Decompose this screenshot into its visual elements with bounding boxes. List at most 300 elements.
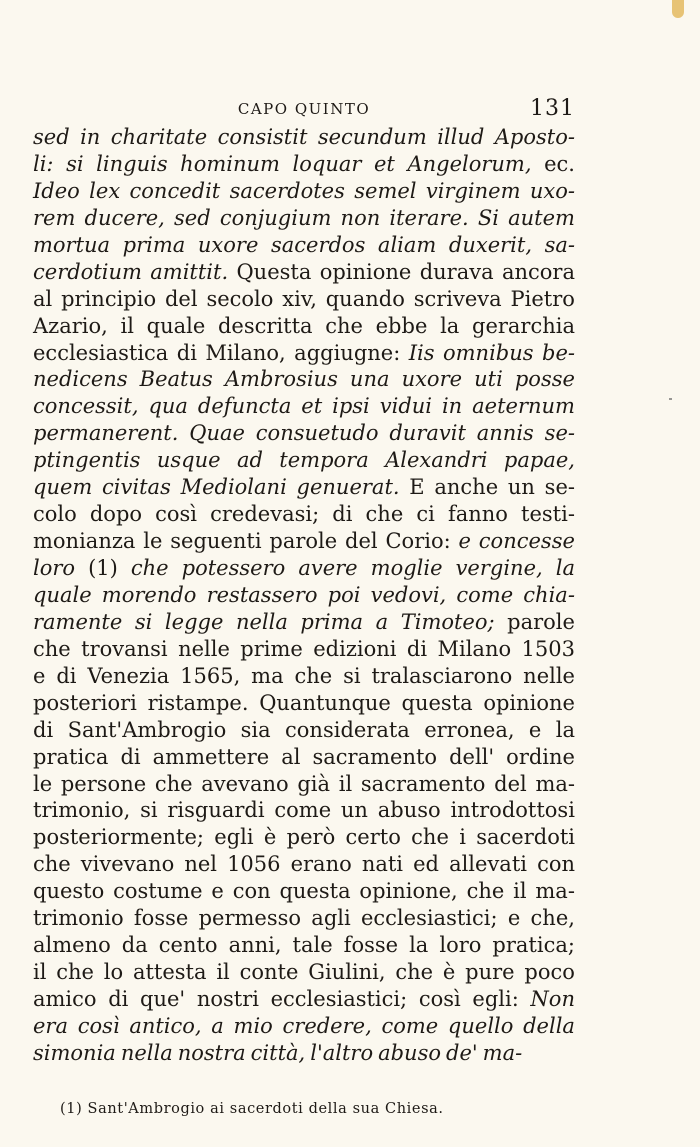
text-word: il — [338, 771, 353, 796]
text-word: di — [56, 663, 77, 688]
text-line — [33, 582, 575, 609]
text-word: avere — [298, 556, 358, 580]
text-word: ecclesiastica — [33, 340, 169, 365]
text-word: concesse — [478, 529, 575, 554]
page-speck — [669, 398, 672, 400]
text-word: parole — [507, 609, 575, 634]
text-word: che — [130, 556, 169, 580]
text-word: lo — [103, 960, 124, 985]
text-line — [33, 771, 575, 798]
text-word: ec. — [544, 151, 575, 176]
text-line — [33, 366, 575, 393]
text-word: che — [294, 663, 333, 688]
text-word: al — [33, 286, 53, 311]
text-word: Pietro — [510, 286, 575, 311]
text-word: iterare. — [389, 205, 469, 230]
text-line — [33, 851, 575, 878]
text-line — [33, 501, 575, 528]
text-word: fanno — [447, 502, 508, 527]
text-word: di — [120, 744, 141, 769]
text-word: le — [143, 529, 163, 554]
text-word: dell' — [449, 744, 495, 769]
text-line — [33, 205, 575, 232]
text-word: ed — [413, 852, 439, 877]
text-word: a — [375, 609, 389, 634]
text-word: prima — [300, 609, 364, 634]
text-word: prima — [122, 232, 186, 257]
text-word: virginem — [425, 178, 521, 203]
text-line — [33, 609, 575, 636]
text-word: questo — [33, 879, 105, 904]
text-word: mortua — [33, 232, 111, 257]
text-word: loquar — [292, 151, 362, 176]
text-word: concessit, — [33, 394, 139, 419]
text-word: un — [507, 475, 535, 500]
text-word: ordine — [506, 744, 575, 769]
text-word: che — [56, 960, 94, 985]
text-line — [33, 151, 575, 178]
text-word: descritta — [217, 313, 313, 338]
text-word: qua — [148, 394, 188, 419]
text-word: vivevano — [80, 852, 175, 877]
text-word: autem — [508, 205, 575, 230]
text-word: uti — [474, 367, 503, 392]
text-word: vedovi, — [370, 582, 447, 607]
text-word: linguis — [96, 151, 168, 176]
text-word: colo — [33, 502, 77, 527]
text-word: uxo- — [529, 178, 575, 203]
text-word: Quae — [189, 421, 245, 446]
text-word: moglie — [370, 556, 443, 580]
text-word: sa- — [544, 232, 575, 257]
text-line — [33, 340, 575, 367]
text-word: Milano, — [205, 340, 286, 365]
text-word: così — [418, 987, 461, 1011]
text-word: vidui — [379, 394, 432, 419]
text-word: questa — [401, 690, 473, 715]
text-word: sacerdotes — [229, 178, 345, 203]
text-word: concedit — [129, 178, 221, 203]
text-word: permanerent. — [33, 421, 179, 446]
text-word: Sant'Ambrogio — [67, 717, 227, 742]
text-word: nostri — [196, 987, 259, 1011]
text-word: quando — [325, 286, 405, 311]
text-word: con — [537, 852, 575, 877]
text-word: Ideo — [33, 178, 80, 203]
text-word: aggiugne: — [294, 340, 401, 365]
text-word: il — [513, 879, 527, 904]
text-word: scriveva — [413, 286, 502, 311]
text-word: potessero — [181, 556, 286, 580]
text-line — [33, 232, 575, 259]
text-line — [33, 124, 575, 151]
text-word: et — [301, 394, 323, 419]
text-word: annis — [476, 421, 534, 446]
text-word: amittit. — [150, 259, 229, 284]
text-word: egli: — [472, 987, 519, 1011]
text-word: al — [281, 744, 301, 769]
text-word: consuetudo — [255, 421, 379, 446]
text-word: de' — [446, 1040, 478, 1065]
text-word: duxerit, — [448, 232, 532, 257]
text-word: rem — [33, 205, 76, 230]
text-word: abuso — [377, 798, 441, 823]
text-word: in — [80, 125, 101, 149]
text-word: duravit — [389, 421, 466, 446]
text-word: cerdotium — [33, 259, 142, 284]
text-word: parole — [269, 529, 338, 554]
text-word: credere, — [282, 1013, 372, 1038]
text-word: pratica; — [492, 933, 575, 958]
text-line — [33, 528, 575, 555]
text-line — [33, 474, 575, 501]
text-word: non — [340, 205, 381, 230]
text-word: civitas — [102, 475, 171, 500]
text-word: uxore — [401, 367, 463, 392]
text-word: le — [33, 771, 53, 796]
text-word: e — [507, 906, 521, 931]
text-line — [33, 905, 575, 932]
text-word: sed — [33, 125, 70, 149]
text-word: abuso — [378, 1040, 442, 1065]
text-line — [33, 313, 575, 340]
text-line — [33, 878, 575, 905]
text-word: be- — [542, 340, 575, 365]
text-word: ma- — [535, 771, 575, 796]
text-line — [33, 797, 575, 824]
text-word: posteriormente; — [33, 825, 204, 850]
text-word: persone — [60, 771, 147, 796]
text-word: nostra — [177, 1040, 246, 1065]
text-line — [33, 1040, 575, 1067]
text-word: gerarchia — [472, 313, 575, 338]
text-word: 1503 — [521, 636, 575, 661]
text-word: un — [340, 798, 368, 823]
text-word: pratica — [33, 744, 109, 769]
text-word: però — [286, 825, 336, 850]
text-word: Si — [477, 205, 499, 230]
text-word: poi — [327, 582, 361, 607]
text-word: opinione — [319, 259, 412, 284]
text-word: sacerdoti — [476, 825, 575, 850]
text-word: posteriori — [33, 690, 137, 715]
text-word: è — [442, 960, 456, 985]
text-word: ecclesiastici; — [270, 987, 408, 1011]
text-word: che — [33, 636, 71, 661]
text-line — [33, 178, 575, 205]
text-word: ristampe. — [147, 690, 249, 715]
text-word: edizioni — [313, 636, 397, 661]
text-word: loro — [33, 556, 76, 580]
text-word: di — [33, 717, 54, 742]
text-word: Questa — [236, 259, 312, 284]
text-line — [33, 420, 575, 447]
text-word: da — [121, 933, 148, 958]
text-word: anche — [434, 475, 499, 500]
text-word: E — [409, 475, 425, 500]
text-word: egli — [214, 825, 254, 850]
text-word: la — [409, 933, 429, 958]
text-word: si — [134, 609, 153, 634]
text-word: nel — [184, 852, 217, 877]
text-word: la — [440, 313, 460, 338]
text-word: Aposto- — [494, 125, 575, 149]
page-number: 131 — [530, 96, 575, 121]
text-word: fosse — [133, 906, 189, 931]
text-line — [33, 744, 575, 771]
text-word: conte — [239, 960, 299, 985]
text-line — [33, 932, 575, 959]
text-line — [33, 986, 575, 1013]
text-word: erronea, — [424, 717, 515, 742]
text-word: charitate — [110, 125, 208, 149]
text-word: 1056 — [227, 852, 281, 877]
text-word: li: — [33, 151, 54, 176]
text-word: se- — [544, 475, 575, 500]
text-word: quello — [447, 1013, 514, 1038]
text-word: del — [345, 529, 378, 554]
text-word: di — [176, 340, 197, 365]
text-word: e — [528, 717, 542, 742]
text-word: nedicens — [33, 367, 128, 392]
text-word: che — [411, 825, 449, 850]
text-word: opinione — [483, 690, 575, 715]
text-word: Quantunque — [259, 690, 391, 715]
text-word: dopo — [89, 502, 143, 527]
text-word: uxore — [197, 232, 259, 257]
text-word: di — [406, 636, 428, 661]
text-word: ma — [251, 663, 284, 688]
text-line — [33, 555, 575, 582]
text-word: ancora — [501, 259, 575, 284]
text-word: nella — [235, 609, 288, 634]
text-word: quem — [33, 475, 93, 500]
text-word: certo — [345, 825, 401, 850]
text-word: credevasi; — [210, 502, 320, 527]
text-word: papae, — [503, 448, 575, 473]
text-line — [33, 259, 575, 286]
text-word: introdottosi — [450, 798, 575, 823]
footnote: (1) Sant'Ambrogio ai sacerdoti della sua Chiesa. — [60, 1101, 444, 1117]
text-word: poco — [524, 960, 575, 985]
text-word: del — [494, 771, 527, 796]
text-word: ma- — [535, 879, 575, 904]
text-word: mio — [233, 1013, 273, 1038]
text-word: si — [66, 151, 84, 176]
text-word: il — [216, 960, 230, 985]
text-word: e — [33, 663, 46, 688]
text-word: è — [263, 825, 277, 850]
text-word: ptingentis — [33, 448, 141, 473]
text-word: questa — [279, 879, 351, 904]
text-word: ammettere — [152, 744, 270, 769]
text-line — [33, 1013, 575, 1040]
text-line — [33, 717, 575, 744]
text-word: sacramento — [360, 771, 486, 796]
text-word: anni, — [228, 933, 282, 958]
text-word: con — [232, 879, 271, 904]
text-word: tale — [292, 933, 333, 958]
text-word: che, — [530, 906, 575, 931]
text-word: monianza — [33, 529, 136, 554]
text-word: si — [140, 798, 158, 823]
text-word: usque — [156, 448, 221, 473]
text-word: ma- — [482, 1040, 523, 1065]
text-word: simonia — [33, 1040, 116, 1065]
text-word: costume — [113, 879, 203, 904]
text-word: che — [154, 771, 193, 796]
text-word: nella — [120, 1040, 173, 1065]
text-word: come — [456, 582, 514, 607]
text-word: Ambrosius — [224, 367, 338, 392]
text-word: pure — [465, 960, 515, 985]
body-text — [33, 124, 575, 1067]
text-word: il — [33, 960, 47, 985]
text-word: e — [458, 529, 471, 554]
text-word: seguenti — [170, 529, 262, 554]
text-word: Milano — [437, 636, 512, 661]
text-word: come — [274, 798, 332, 823]
text-word: vergine, — [455, 556, 543, 580]
text-word: secolo — [206, 286, 274, 311]
text-word: se- — [544, 421, 575, 446]
text-word: sacerdos — [270, 232, 366, 257]
text-word: risguardi — [167, 798, 265, 823]
text-word: era — [33, 1013, 68, 1038]
text-word: conjugium — [219, 205, 332, 230]
text-word: a — [211, 1013, 224, 1038]
text-word: morendo — [101, 582, 197, 607]
text-word: chia- — [523, 582, 575, 607]
text-line — [33, 824, 575, 851]
text-word: permesso — [198, 906, 302, 931]
text-word: quale — [33, 582, 92, 607]
text-word: attesta — [132, 960, 207, 985]
text-word: lex — [89, 178, 121, 203]
text-word: Iis — [408, 340, 435, 365]
text-word: come — [381, 1013, 439, 1038]
text-word: i — [459, 825, 466, 850]
text-word: Giulini, — [308, 960, 386, 985]
text-word: semel — [354, 178, 417, 203]
text-word: omnibus — [443, 340, 534, 365]
text-word: ci — [416, 502, 435, 527]
text-word: durava — [419, 259, 494, 284]
text-word: ebbe — [375, 313, 428, 338]
text-word: legge — [164, 609, 224, 634]
text-word: ad — [236, 448, 263, 473]
text-word: Azario, — [33, 313, 108, 338]
text-word: si — [343, 663, 361, 688]
text-line — [33, 393, 575, 420]
text-word: aliam — [377, 232, 437, 257]
text-word: ecclesiastici; — [360, 906, 498, 931]
text-word: avevano — [201, 771, 289, 796]
text-word: posse — [514, 367, 575, 392]
text-word: che — [33, 852, 71, 877]
text-word: nati — [361, 852, 404, 877]
text-word: fosse — [343, 933, 399, 958]
text-word: (1) — [88, 556, 118, 580]
text-word: trimonio, — [33, 798, 131, 823]
text-word: hominum — [180, 151, 280, 176]
text-word: agli — [311, 906, 351, 931]
text-line — [33, 286, 575, 313]
text-word: che — [325, 313, 363, 338]
text-word: che — [365, 502, 404, 527]
text-word: già — [297, 771, 331, 796]
text-word: 1565, — [180, 663, 241, 688]
text-word: amico — [33, 987, 97, 1011]
text-word: la — [555, 717, 575, 742]
text-word: cento — [158, 933, 218, 958]
text-word: Beatus — [139, 367, 213, 392]
page-stain — [672, 0, 684, 18]
text-word: testi- — [521, 502, 575, 527]
text-word: illud — [437, 125, 485, 149]
text-word: prime — [240, 636, 303, 661]
text-word: aeternum — [472, 394, 575, 419]
text-word: quale — [146, 313, 206, 338]
text-word: defuncta — [197, 394, 292, 419]
text-word: erano — [290, 852, 352, 877]
text-word: così — [77, 1013, 120, 1038]
text-word: sed — [174, 205, 211, 230]
text-word: Timoteo; — [400, 609, 495, 634]
text-word: xiv, — [282, 286, 317, 311]
text-line — [33, 959, 575, 986]
text-word: di — [332, 502, 353, 527]
text-word: che — [395, 960, 434, 985]
text-word: e — [211, 879, 224, 904]
text-word: una — [349, 367, 390, 392]
text-word: que' — [140, 987, 186, 1011]
text-word: in — [441, 394, 463, 419]
text-word: del — [164, 286, 198, 311]
text-line — [33, 663, 575, 690]
text-word: genuerat. — [296, 475, 400, 500]
text-word: allevati — [449, 852, 527, 877]
text-word: nelle — [178, 636, 230, 661]
text-word: antico, — [129, 1013, 202, 1038]
text-word: Venezia — [87, 663, 170, 688]
text-word: et — [373, 151, 395, 176]
text-word: Corio: — [385, 529, 451, 554]
text-word: della — [523, 1013, 575, 1038]
text-word: secundum — [317, 125, 427, 149]
text-word: Angelorum, — [407, 151, 532, 176]
text-word: così — [155, 502, 198, 527]
text-word: tralasciarono — [371, 663, 513, 688]
text-word: la — [555, 556, 575, 580]
running-head — [33, 98, 575, 122]
text-word: di — [108, 987, 129, 1011]
running-title: CAPO QUINTO — [237, 100, 371, 118]
text-word: principio — [61, 286, 157, 311]
text-word: Mediolani — [180, 475, 287, 500]
text-word: opinione, — [359, 879, 458, 904]
text-word: trimonio — [33, 906, 124, 931]
text-line — [33, 690, 575, 717]
text-word: nelle — [523, 663, 575, 688]
text-word: almeno — [33, 933, 111, 958]
text-word: restassero — [206, 582, 318, 607]
text-word: trovansi — [81, 636, 168, 661]
text-word: Alexandri — [385, 448, 488, 473]
text-word: ducere, — [84, 205, 165, 230]
text-word: consistit — [217, 125, 308, 149]
text-word: Non — [530, 987, 575, 1011]
